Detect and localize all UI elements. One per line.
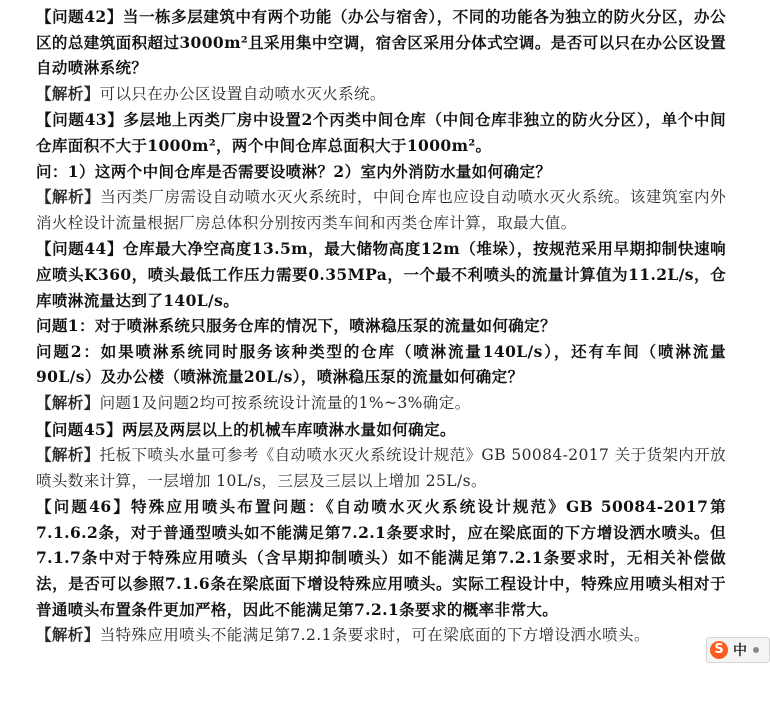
question-45: 【问题45】两层及两层以上的机械车库喷淋水量如何确定。 [36, 419, 456, 439]
punctuation-dot-icon[interactable] [753, 647, 759, 653]
question-43: 【问题43】多层地上丙类厂房中设置2个丙类中间仓库（中间仓库非独立的防火分区），单个中间仓库面积不大于1000m²，两个中间仓库总面积大于1000m²。 [36, 110, 726, 155]
question-42: 【问题42】当一栋多层建筑中有两个功能（办公与宿舍），不同的功能各为独立的防火分区，办公区的总建筑面积超过3000m²且采用集中空调，宿舍区采用分体式空调。是否可以只在办公区设置自动喷淋系统？ [36, 7, 726, 78]
answer-44: 【解析】问题1及问题2均可按系统设计流量的1%~3%确定。 [36, 392, 471, 412]
question-43-sub: 问：1）这两个中间仓库是否需要设喷淋？2）室内外消防水量如何确定？ [36, 161, 552, 181]
ime-toolbar[interactable] [706, 637, 770, 663]
answer-45: 【解析】托板下喷头水量可参考《自动喷水灭火系统设计规范》GB 50084-2017 关于货架内开放喷头数来计算，一层增加 10L/s，三层及三层以上增加 25L/s。 [36, 445, 726, 490]
ime-mode-toggle[interactable]: 中 [733, 643, 747, 659]
question-44: 【问题44】仓库最大净空高度13.5m，最大储物高度12m（堆垛），按规范采用早期抑制快速响应喷头K360，喷头最低工作压力需要0.35MPa，一个最不利喷头的流量计算值为11.2L/s，仓库喷淋流量达到了140L/s。 [36, 239, 726, 310]
sogou-logo-icon[interactable]: S [710, 641, 728, 659]
question-44-part1: 问题1：对于喷淋系统只服务仓库的情况下，喷淋稳压泵的流量如何确定？ [36, 316, 556, 336]
answer-46: 【解析】当特殊应用喷头不能满足第7.2.1条要求时，可在梁底面的下方增设洒水喷头。 [36, 625, 650, 645]
question-46: 【问题46】特殊应用喷头布置问题：《自动喷水灭火系统设计规范》GB 50084-2017第7.1.6.2条，对于普通型喷头如不能满足第7.2.1条要求时，应在梁底面的下方增设洒水喷头。但7.1.7条中对于特殊应用喷头（含早期抑制喷头）如不能满足第7.2.1条要求时，无相关补偿做法，是否可以参照7.1.6条在梁底面下增设特殊应用喷头。实际工程设计中，特殊应用喷头相对于普通喷头布置条件更加严格，因此不能满足第7.2.1条要求的概率非常大。 [36, 497, 726, 619]
answer-42: 【解析】可以只在办公区设置自动喷水灭火系统。 [36, 83, 386, 103]
answer-43: 【解析】当丙类厂房需设自动喷水灭火系统时，中间仓库也应设自动喷水灭火系统。该建筑室内外消火栓设计流量根据厂房总体积分别按丙类车间和丙类仓库计算，取最大值。 [36, 187, 726, 232]
question-44-part2: 问题2：如果喷淋系统同时服务该种类型的仓库（喷淋流量140L/s），还有车间（喷淋流量90L/s）及办公楼（喷淋流量20L/s），喷淋稳压泵的流量如何确定？ [36, 341, 726, 387]
document-body [36, 4, 726, 649]
